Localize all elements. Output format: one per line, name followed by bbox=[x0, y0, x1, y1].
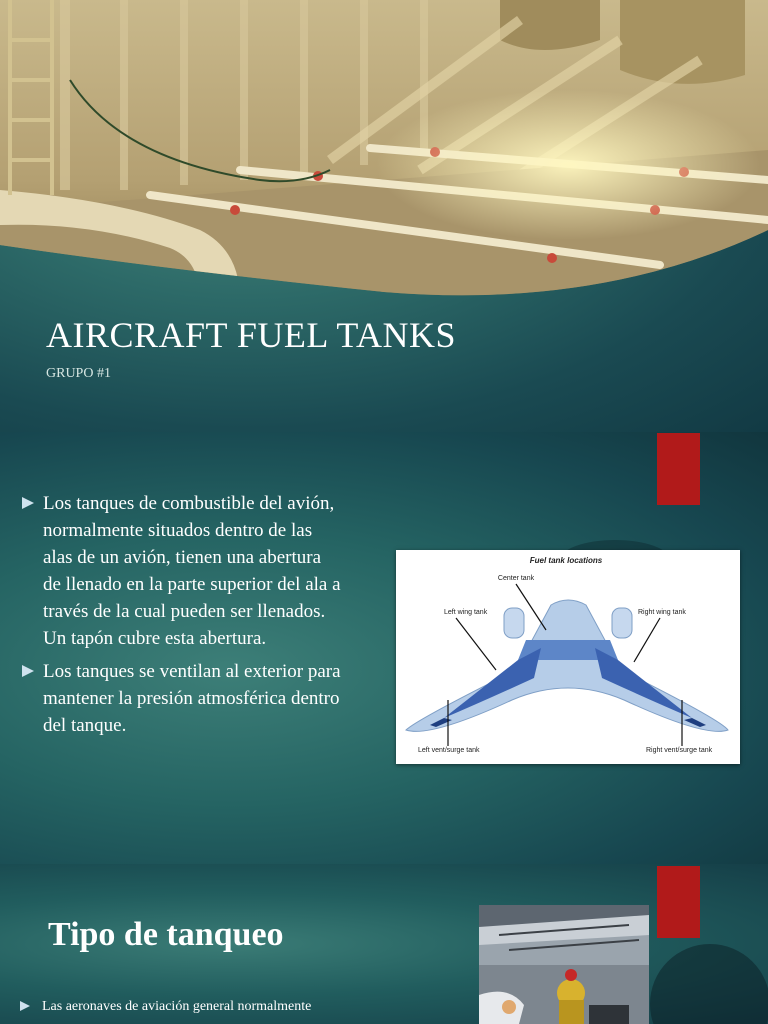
fuel-tank-interior-photo bbox=[0, 0, 768, 300]
diagram-title: Fuel tank locations bbox=[529, 556, 603, 565]
bullet-text: Las aeronaves de aviación general normalmente bbox=[42, 999, 312, 1014]
bullet-item bbox=[22, 658, 342, 739]
bullet-triangle-icon bbox=[22, 497, 34, 509]
slide-1 bbox=[0, 0, 768, 432]
slide-3 bbox=[0, 864, 768, 1024]
slide-2 bbox=[0, 432, 768, 864]
red-accent-bar bbox=[657, 433, 700, 505]
left-wing-tank-label: Left wing tank bbox=[444, 609, 488, 616]
refueling-photo bbox=[479, 905, 649, 1024]
slide-subtitle: GRUPO #1 bbox=[46, 366, 111, 381]
section-title: Tipo de tanqueo bbox=[48, 916, 284, 953]
center-tank-label: Center tank bbox=[497, 575, 535, 582]
bullet-item bbox=[22, 490, 342, 652]
bullet-triangle-icon bbox=[20, 1001, 30, 1011]
left-vent-tank-label: Left vent/surge tank bbox=[418, 747, 480, 754]
fuel-tank-diagram bbox=[396, 550, 740, 764]
bullet-text: Los tanques se ventilan al exterior para mantener la presión atmosférica dentro del tanque. bbox=[43, 661, 341, 736]
right-wing-tank-label: Right wing tank bbox=[638, 609, 686, 616]
decorative-shadow bbox=[650, 944, 768, 1024]
bullet-triangle-icon bbox=[22, 665, 34, 677]
right-vent-tank-label: Right vent/surge tank bbox=[646, 747, 713, 754]
bullet-text: Los tanques de combustible del avión, normalmente situados dentro de las alas de un avión, tienen una abertura de llenado en la parte superior del ala a través de la cual pueden ser llenados. Un tapón cubre esta abertura. bbox=[43, 493, 341, 649]
slide-title: AIRCRAFT FUEL TANKS bbox=[46, 315, 457, 355]
bullet-item bbox=[20, 998, 402, 1016]
bullet-list bbox=[22, 490, 342, 745]
red-accent-bar bbox=[657, 866, 700, 938]
